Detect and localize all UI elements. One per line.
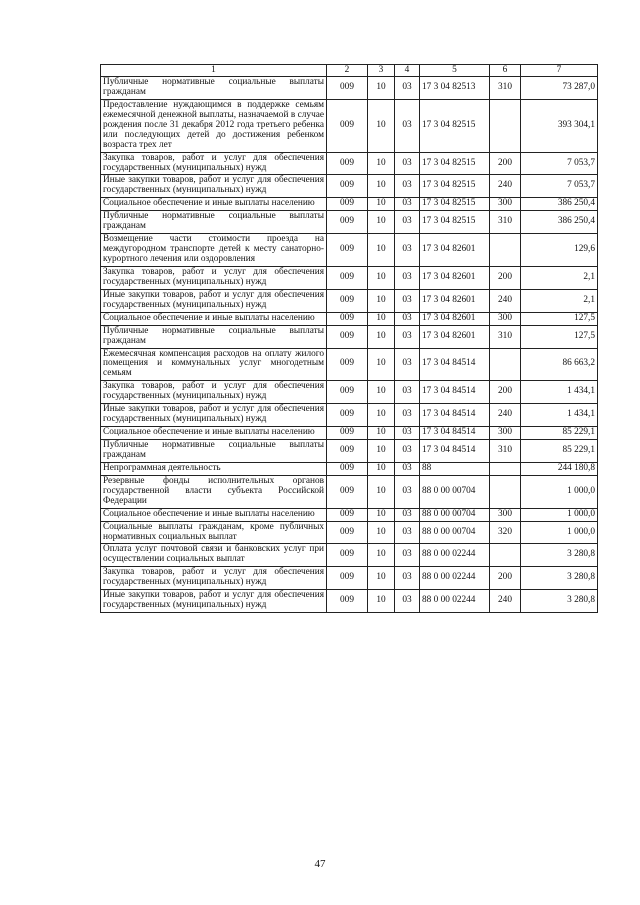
row-ministry-code-cell: 009	[327, 175, 368, 198]
row-ministry-code-cell: 009	[327, 198, 368, 211]
row-amount-cell: 86 663,2	[521, 348, 598, 381]
row-target-article-cell: 88 0 00 02244	[420, 544, 490, 567]
row-target-article-cell: 17 3 04 82601	[420, 325, 490, 348]
row-target-article-cell: 88 0 00 00704	[420, 521, 490, 544]
table-row	[101, 440, 598, 463]
table-row	[101, 152, 598, 175]
row-amount-cell: 3 280,8	[521, 567, 598, 590]
row-subsection-cell: 03	[395, 462, 420, 475]
row-target-article-cell: 17 3 04 82515	[420, 211, 490, 234]
row-subsection-cell: 03	[395, 77, 420, 100]
row-name-cell: Закупка товаров, работ и услуг для обеспечения государственных (муниципальных) нужд	[101, 152, 327, 175]
row-section-cell: 10	[368, 348, 395, 381]
row-name-cell: Возмещение части стоимости проезда на междугородном транспорте детей к месту санаторно-курортного лечения или оздоровления	[101, 234, 327, 267]
row-section-cell: 10	[368, 475, 395, 508]
row-name-cell: Закупка товаров, работ и услуг для обеспечения государственных (муниципальных) нужд	[101, 567, 327, 590]
header-cell-6: 6	[490, 65, 521, 77]
table-row	[101, 404, 598, 427]
row-section-cell: 10	[368, 567, 395, 590]
row-section-cell: 10	[368, 325, 395, 348]
table-row	[101, 567, 598, 590]
row-expense-type-cell: 310	[490, 325, 521, 348]
row-name-cell: Предоставление нуждающимся в поддержке семьям ежемесячной денежной выплаты, назначаемой в случае рождения после 31 декабря 2012 года третьего ребенка или последующих детей до достижения ребенком возраста трех лет	[101, 99, 327, 152]
row-subsection-cell: 03	[395, 99, 420, 152]
row-amount-cell: 85 229,1	[521, 427, 598, 440]
row-ministry-code-cell: 009	[327, 521, 368, 544]
row-subsection-cell: 03	[395, 440, 420, 463]
row-subsection-cell: 03	[395, 508, 420, 521]
row-amount-cell: 127,5	[521, 312, 598, 325]
row-target-article-cell: 17 3 04 82601	[420, 266, 490, 289]
table-row	[101, 211, 598, 234]
row-target-article-cell: 17 3 04 82601	[420, 312, 490, 325]
row-ministry-code-cell: 009	[327, 312, 368, 325]
table-row	[101, 266, 598, 289]
row-target-article-cell: 17 3 04 82515	[420, 175, 490, 198]
row-amount-cell: 244 180,8	[521, 462, 598, 475]
table-row	[101, 325, 598, 348]
row-target-article-cell: 17 3 04 84514	[420, 381, 490, 404]
row-amount-cell: 1 434,1	[521, 381, 598, 404]
row-name-cell: Непрограммная деятельность	[101, 462, 327, 475]
table-row	[101, 544, 598, 567]
row-subsection-cell: 03	[395, 234, 420, 267]
row-expense-type-cell: 200	[490, 381, 521, 404]
row-expense-type-cell	[490, 475, 521, 508]
header-cell-5: 5	[420, 65, 490, 77]
row-amount-cell: 1 000,0	[521, 521, 598, 544]
row-expense-type-cell: 240	[490, 289, 521, 312]
row-name-cell: Иные закупки товаров, работ и услуг для обеспечения государственных (муниципальных) нужд	[101, 404, 327, 427]
row-target-article-cell: 17 3 04 82515	[420, 152, 490, 175]
row-section-cell: 10	[368, 590, 395, 613]
row-expense-type-cell: 300	[490, 427, 521, 440]
row-section-cell: 10	[368, 175, 395, 198]
row-expense-type-cell	[490, 99, 521, 152]
row-target-article-cell: 17 3 04 84514	[420, 427, 490, 440]
row-target-article-cell: 88	[420, 462, 490, 475]
row-section-cell: 10	[368, 99, 395, 152]
row-name-cell: Публичные нормативные социальные выплаты гражданам	[101, 325, 327, 348]
row-ministry-code-cell: 009	[327, 77, 368, 100]
row-expense-type-cell: 300	[490, 312, 521, 325]
row-ministry-code-cell: 009	[327, 381, 368, 404]
row-ministry-code-cell: 009	[327, 99, 368, 152]
row-amount-cell: 1 000,0	[521, 508, 598, 521]
row-amount-cell: 2,1	[521, 266, 598, 289]
row-name-cell: Иные закупки товаров, работ и услуг для обеспечения государственных (муниципальных) нужд	[101, 590, 327, 613]
row-section-cell: 10	[368, 544, 395, 567]
row-subsection-cell: 03	[395, 289, 420, 312]
row-expense-type-cell: 240	[490, 590, 521, 613]
row-name-cell: Социальное обеспечение и иные выплаты населению	[101, 427, 327, 440]
row-subsection-cell: 03	[395, 381, 420, 404]
table-row	[101, 198, 598, 211]
row-expense-type-cell	[490, 234, 521, 267]
row-section-cell: 10	[368, 404, 395, 427]
row-section-cell: 10	[368, 462, 395, 475]
header-cell-4: 4	[395, 65, 420, 77]
row-ministry-code-cell: 009	[327, 567, 368, 590]
row-name-cell: Закупка товаров, работ и услуг для обеспечения государственных (муниципальных) нужд	[101, 266, 327, 289]
row-amount-cell: 7 053,7	[521, 152, 598, 175]
row-section-cell: 10	[368, 198, 395, 211]
row-ministry-code-cell: 009	[327, 462, 368, 475]
row-amount-cell: 1 000,0	[521, 475, 598, 508]
row-expense-type-cell: 200	[490, 152, 521, 175]
row-ministry-code-cell: 009	[327, 289, 368, 312]
row-ministry-code-cell: 009	[327, 440, 368, 463]
row-name-cell: Публичные нормативные социальные выплаты гражданам	[101, 211, 327, 234]
row-target-article-cell: 17 3 04 84514	[420, 348, 490, 381]
row-subsection-cell: 03	[395, 325, 420, 348]
row-section-cell: 10	[368, 152, 395, 175]
row-section-cell: 10	[368, 289, 395, 312]
row-ministry-code-cell: 009	[327, 152, 368, 175]
row-subsection-cell: 03	[395, 175, 420, 198]
header-cell-1: 1	[101, 65, 327, 77]
table-row	[101, 475, 598, 508]
row-amount-cell: 129,6	[521, 234, 598, 267]
row-expense-type-cell: 200	[490, 266, 521, 289]
row-subsection-cell: 03	[395, 348, 420, 381]
row-ministry-code-cell: 009	[327, 544, 368, 567]
table-row	[101, 312, 598, 325]
row-target-article-cell: 17 3 04 82601	[420, 234, 490, 267]
row-amount-cell: 73 287,0	[521, 77, 598, 100]
header-cell-2: 2	[327, 65, 368, 77]
table-row	[101, 381, 598, 404]
row-subsection-cell: 03	[395, 427, 420, 440]
row-ministry-code-cell: 009	[327, 427, 368, 440]
row-amount-cell: 386 250,4	[521, 211, 598, 234]
row-amount-cell: 127,5	[521, 325, 598, 348]
row-target-article-cell: 17 3 04 84514	[420, 404, 490, 427]
row-subsection-cell: 03	[395, 152, 420, 175]
row-expense-type-cell: 200	[490, 567, 521, 590]
row-amount-cell: 386 250,4	[521, 198, 598, 211]
row-ministry-code-cell: 009	[327, 590, 368, 613]
page-number: 47	[314, 858, 326, 870]
row-target-article-cell: 88 0 00 02244	[420, 590, 490, 613]
row-subsection-cell: 03	[395, 211, 420, 234]
row-subsection-cell: 03	[395, 521, 420, 544]
row-target-article-cell: 88 0 00 02244	[420, 567, 490, 590]
row-name-cell: Социальное обеспечение и иные выплаты населению	[101, 312, 327, 325]
row-ministry-code-cell: 009	[327, 234, 368, 267]
row-target-article-cell: 17 3 04 82515	[420, 99, 490, 152]
row-name-cell: Социальное обеспечение и иные выплаты населению	[101, 198, 327, 211]
table-row	[101, 289, 598, 312]
row-target-article-cell: 88 0 00 00704	[420, 508, 490, 521]
row-expense-type-cell: 240	[490, 404, 521, 427]
table-row	[101, 99, 598, 152]
table-row	[101, 234, 598, 267]
row-subsection-cell: 03	[395, 266, 420, 289]
row-subsection-cell: 03	[395, 475, 420, 508]
row-target-article-cell: 17 3 04 82513	[420, 77, 490, 100]
table-row	[101, 348, 598, 381]
row-expense-type-cell: 300	[490, 508, 521, 521]
row-target-article-cell: 88 0 00 00704	[420, 475, 490, 508]
row-expense-type-cell	[490, 462, 521, 475]
row-ministry-code-cell: 009	[327, 404, 368, 427]
budget-table-sheet	[100, 64, 597, 613]
row-ministry-code-cell: 009	[327, 508, 368, 521]
row-section-cell: 10	[368, 211, 395, 234]
row-subsection-cell: 03	[395, 198, 420, 211]
row-target-article-cell: 17 3 04 82601	[420, 289, 490, 312]
row-name-cell: Оплата услуг почтовой связи и банковских услуг при осуществлении социальных выплат	[101, 544, 327, 567]
row-name-cell: Иные закупки товаров, работ и услуг для обеспечения государственных (муниципальных) нужд	[101, 175, 327, 198]
row-expense-type-cell: 240	[490, 175, 521, 198]
row-target-article-cell: 17 3 04 82515	[420, 198, 490, 211]
table-row	[101, 175, 598, 198]
table-row	[101, 77, 598, 100]
row-section-cell: 10	[368, 381, 395, 404]
row-section-cell: 10	[368, 521, 395, 544]
row-ministry-code-cell: 009	[327, 475, 368, 508]
row-name-cell: Закупка товаров, работ и услуг для обеспечения государственных (муниципальных) нужд	[101, 381, 327, 404]
row-amount-cell: 2,1	[521, 289, 598, 312]
row-section-cell: 10	[368, 234, 395, 267]
row-subsection-cell: 03	[395, 544, 420, 567]
row-ministry-code-cell: 009	[327, 211, 368, 234]
row-amount-cell: 3 280,8	[521, 544, 598, 567]
table-row	[101, 590, 598, 613]
table-header-row	[101, 65, 598, 77]
row-name-cell: Резервные фонды исполнительных органов государственной власти субъекта Российской Федерации	[101, 475, 327, 508]
row-name-cell: Социальные выплаты гражданам, кроме публичных нормативных социальных выплат	[101, 521, 327, 544]
row-amount-cell: 7 053,7	[521, 175, 598, 198]
row-name-cell: Публичные нормативные социальные выплаты гражданам	[101, 77, 327, 100]
row-name-cell: Иные закупки товаров, работ и услуг для обеспечения государственных (муниципальных) нужд	[101, 289, 327, 312]
table-row	[101, 427, 598, 440]
row-ministry-code-cell: 009	[327, 325, 368, 348]
row-expense-type-cell: 300	[490, 198, 521, 211]
row-subsection-cell: 03	[395, 404, 420, 427]
row-name-cell: Публичные нормативные социальные выплаты гражданам	[101, 440, 327, 463]
row-section-cell: 10	[368, 77, 395, 100]
table-row	[101, 508, 598, 521]
row-subsection-cell: 03	[395, 567, 420, 590]
row-ministry-code-cell: 009	[327, 266, 368, 289]
row-amount-cell: 393 304,1	[521, 99, 598, 152]
row-name-cell: Ежемесячная компенсация расходов на оплату жилого помещения и коммунальных услуг многодетным семьям	[101, 348, 327, 381]
table-row	[101, 521, 598, 544]
row-section-cell: 10	[368, 266, 395, 289]
row-expense-type-cell: 310	[490, 77, 521, 100]
row-name-cell: Социальное обеспечение и иные выплаты населению	[101, 508, 327, 521]
row-subsection-cell: 03	[395, 590, 420, 613]
row-target-article-cell: 17 3 04 84514	[420, 440, 490, 463]
header-cell-3: 3	[368, 65, 395, 77]
row-section-cell: 10	[368, 508, 395, 521]
row-expense-type-cell	[490, 544, 521, 567]
table-row	[101, 462, 598, 475]
budget-table	[100, 64, 598, 613]
row-expense-type-cell: 310	[490, 211, 521, 234]
row-subsection-cell: 03	[395, 312, 420, 325]
row-amount-cell: 3 280,8	[521, 590, 598, 613]
row-amount-cell: 1 434,1	[521, 404, 598, 427]
row-expense-type-cell	[490, 348, 521, 381]
row-amount-cell: 85 229,1	[521, 440, 598, 463]
row-expense-type-cell: 310	[490, 440, 521, 463]
row-section-cell: 10	[368, 440, 395, 463]
header-cell-7: 7	[521, 65, 598, 77]
row-ministry-code-cell: 009	[327, 348, 368, 381]
row-section-cell: 10	[368, 312, 395, 325]
row-expense-type-cell: 320	[490, 521, 521, 544]
row-section-cell: 10	[368, 427, 395, 440]
